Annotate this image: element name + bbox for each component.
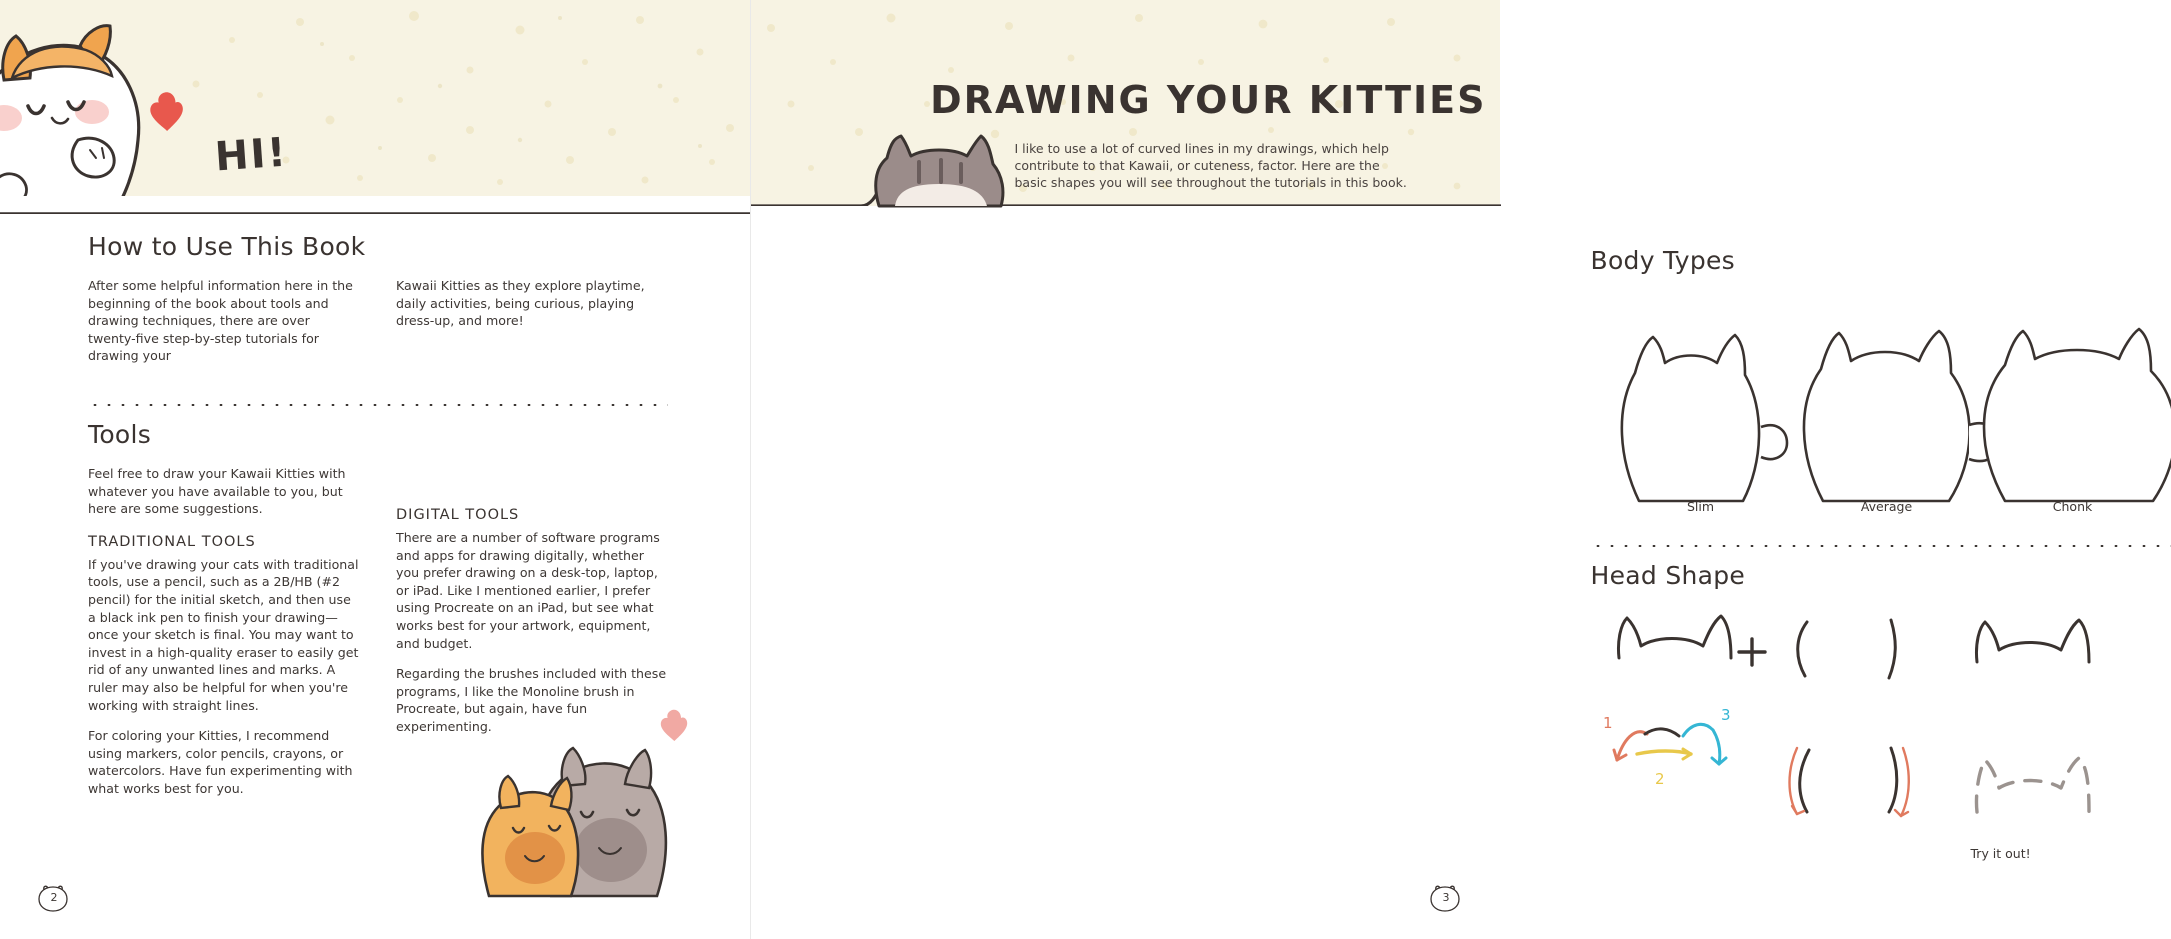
paragraph: Regarding the brushes included with these programs, I like the Monoline brush in Procreate, but again, have fun experimenting. [396,666,667,734]
head-shape-row [1591,600,2171,870]
right-banner [751,0,1501,218]
dotted-divider-left [88,396,668,406]
traditional-tools-heading: TRADITIONAL TOOLS [88,533,256,550]
body-types-row [1591,289,2171,519]
how-to-use-heading: How to Use This Book [88,232,366,261]
hi-speech-text: HI! [213,129,290,181]
paragraph: There are a number of software programs and apps for drawing digitally, whether you prefer drawing on a desk-top, laptop, or iPad. Like I mentioned earlier, I prefer using Procreate on an iPad, but see what works best for your artwork, equipment, and budget. [396,529,660,651]
digital-tools-heading: DIGITAL TOOLS [396,506,520,523]
paragraph: For coloring your Kitties, I recommend using markers, color pencils, crayons, or watercolors. Have fun experimenting with what works best for you. [88,728,353,796]
page-number-right [1428,885,1464,911]
paragraph: If you've drawing your cats with traditional tools, use a pencil, such as a 2B/HB (#2 pencil) for the initial sketch, and then use a black ink pen to finish your drawing—once your sketch is final. You may want to invest in a high-quality eraser to easily get rid of any unwanted lines and marks. A ruler may also be helpful for when you're working with straight lines. [88,556,359,713]
body-types-heading: Body Types [1590,246,1736,275]
intro-paragraph: I like to use a lot of curved lines in my drawings, which help contribute to that Kawaii, or cuteness, factor. Here are the basic shapes you will see throughout the tutorials in this book. [1014,141,1407,190]
dotted-divider-right [1591,537,2171,547]
left-banner [0,0,750,218]
peeking-kitty-head [861,134,1021,214]
left-page [0,0,751,939]
svg-text:1: 1 [1602,714,1613,732]
paragraph: Kawaii Kitties as they explore playtime, daily activities, being curious, playing dress-up, and more! [396,278,645,329]
how-to-use-col-1 [88,277,360,378]
body-types-shapes [1591,289,2171,519]
head-shape-heading: Head Shape [1590,561,1746,590]
banner-bottom-edge [0,184,750,224]
body-type-label-slim: Slim [1686,499,1715,514]
right-page-content [1591,246,2171,870]
paragraph: Feel free to draw your Kawaii Kitties with whatever you have available to you, but here are some suggestions. [88,465,346,517]
try-it-out-caption: Try it out! [1970,846,2031,861]
page-number-right-text: 3 [1442,891,1450,904]
page-number-left-text: 2 [50,891,58,904]
page-title: DRAWING YOUR KITTIES [930,78,1487,122]
tools-col-1 [88,465,360,811]
svg-text:3: 3 [1720,706,1731,724]
page-number-left [36,885,72,911]
paragraph: After some helpful information here in the beginning of the book about tools and drawing techniques, there are over twenty-five step-by-step tutorials for drawing your [88,278,353,364]
body-type-label-average: Average [1860,499,1913,514]
two-kitties-illustration [465,700,725,900]
svg-text:2: 2 [1654,770,1665,788]
tools-heading: Tools [88,419,152,449]
body-type-label-chonk: Chonk [2052,499,2093,514]
right-page [751,0,2093,939]
how-to-use-col-2 [396,277,668,378]
head-shape-steps [1591,600,2171,870]
